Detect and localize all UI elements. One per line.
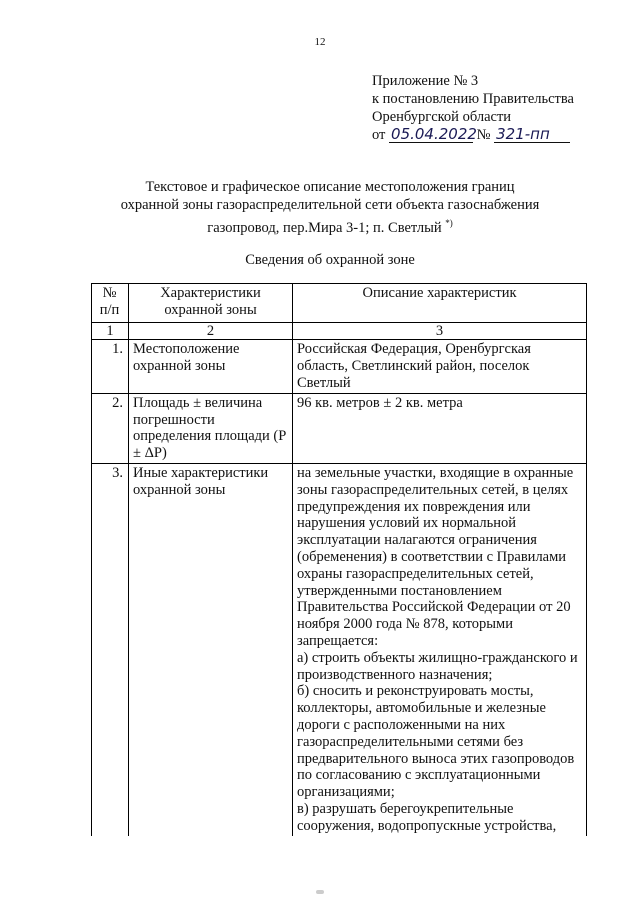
row-description: Российская Федерация, Оренбургская область, Светлинский район, поселок Светлый: [293, 340, 587, 393]
index-cell: 2: [129, 322, 293, 340]
scan-mark: [316, 890, 324, 894]
table-row: [92, 393, 587, 463]
row-number: 3.: [92, 463, 129, 835]
row-characteristic: Площадь ± величина погрешности определения площади (P ± ΔP): [129, 393, 293, 463]
row-characteristic: Местоположение охранной зоны: [129, 340, 293, 393]
section-subtitle: Сведения об охранной зоне: [245, 252, 415, 268]
footnote-mark: *): [445, 218, 453, 228]
description-item-a: а) строить объекты жилищно-гражданского и производственного назначения;: [297, 649, 578, 683]
zone-info-table: [91, 283, 587, 836]
title-line-3: [90, 214, 570, 237]
index-cell: 1: [92, 322, 129, 340]
page-number: 12: [314, 36, 326, 48]
number-prefix: №: [476, 127, 491, 143]
title-line-1: Текстовое и графическое описание местоположения границ: [145, 179, 515, 195]
header-characteristic: Характеристики охранной зоны: [129, 284, 293, 323]
appendix-resolution: к постановлению Правительства: [372, 91, 574, 107]
description-paragraph: на земельные участки, входящие в охранные зоны газораспределительных сетей, в целях предупреждения их повреждения или нарушения условий их нормальной эксплуатации налагаются ограничения (обременения) в соответствии с Правилами охраны газораспределительных сетей, утвержденными постановлением Правительства Российской Федерации от 20 ноября 2000 года № 878, которыми запрещается:: [297, 464, 574, 649]
table-index-row: [92, 322, 587, 340]
row-description: [293, 463, 587, 835]
index-cell: 3: [293, 322, 587, 340]
handwritten-number: 321-пп: [494, 127, 570, 143]
header-number: № п/п: [92, 284, 129, 323]
appendix-region: Оренбургской области: [372, 109, 512, 125]
description-item-c: в) разрушать берегоукрепительные сооружения, водопропускные устройства,: [297, 800, 557, 834]
title-line-3-text: газопровод, пер.Мира 3-1; п. Светлый: [207, 220, 442, 236]
row-description: 96 кв. метров ± 2 кв. метра: [293, 393, 587, 463]
table-row: [92, 340, 587, 393]
document-title: [90, 178, 570, 237]
row-characteristic: Иные характеристики охранной зоны: [129, 463, 293, 835]
appendix-block: [372, 72, 574, 144]
header-description: Описание характеристик: [293, 284, 587, 323]
title-line-2: охранной зоны газораспределительной сети объекта газоснабжения: [120, 197, 540, 213]
appendix-date-line: [372, 126, 574, 144]
appendix-title: Приложение № 3: [372, 73, 479, 89]
handwritten-date: 05.04.2022: [391, 125, 477, 143]
table-row: [92, 463, 587, 835]
description-item-b: б) сносить и реконструировать мосты, коллекторы, автомобильные и железные дороги с расположенными на них газораспределительными сетями без предварительного выноса этих газопроводов по согласованию с эксплуатационными организациями;: [297, 683, 575, 801]
date-prefix: от: [372, 127, 386, 143]
row-number: 2.: [92, 393, 129, 463]
row-number: 1.: [92, 340, 129, 393]
table-header-row: [92, 284, 587, 323]
